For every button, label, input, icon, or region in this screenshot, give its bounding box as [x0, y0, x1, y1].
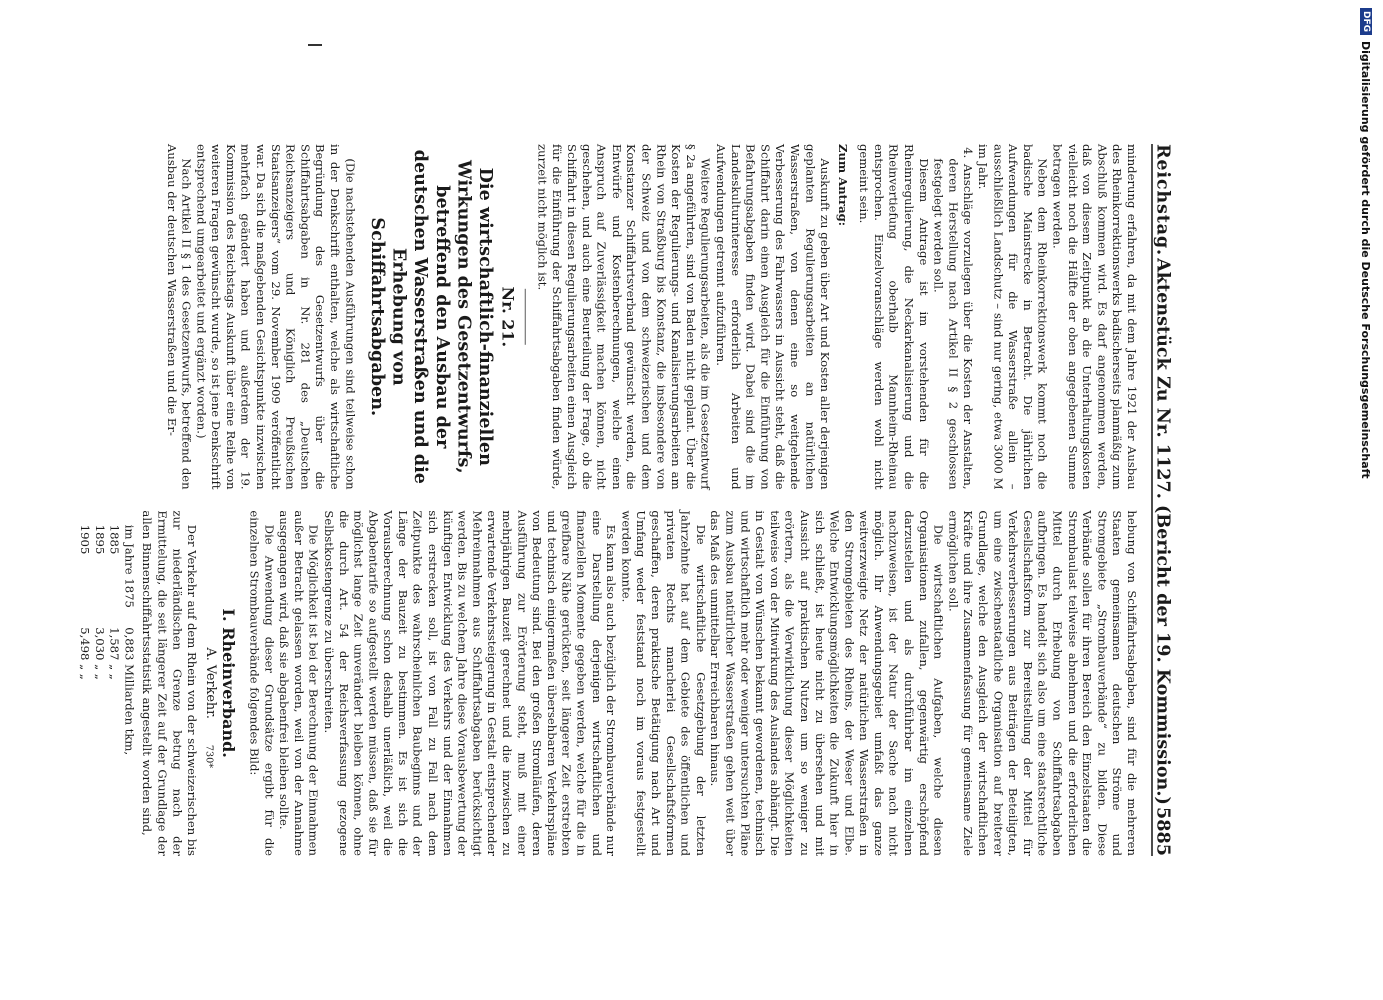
paragraph: Auskunft zu geben über Art und Kosten aller derjenigen geplanten Regulierungsarbeiten an natürlichen Wasserstraßen, von denen eine so weitgehende Verbesserung des Fahrwassers in Aussicht steht, daß die Schiffahrt darin einen Ausgleich für die Einführung von Befahrungsabgaben finden wird. Dabei sind die im Landeskulturinteresse erforderlich Arbeiten und Aufwendungen getrennt aufzuführen.	[713, 144, 830, 490]
paragraph: (Die nachstehenden Ausführungen sind teilweise schon in der Denkschrift enthalten, welche als wirtschaftliche Begründung des Gesetzentwurfs über die Schiffahrtsabgaben in Nr. 281 des „Deutschen Reichsanzeigers und Königlich Preußischen Staatsanzeigers“ vom 29. November 1909 veröffentlicht war. Da sich die maßgebenden Gesichtspunkte inzwischen mehrfach geändert haben und außerdem der 19. Kommission des Reichstags Auskunft über eine Reihe von weiteren Fragen gewünscht wurde, so ist jene Denkschrift entsprechend umgearbeitet und ergänzt worden.)	[193, 144, 356, 490]
table-cell-year: im Jahre 1875	[121, 524, 135, 608]
table-row	[91, 525, 106, 856]
paragraph: Der Verkehr auf dem Rhein von der schweizerischen bis zur niederländischen Grenze betrug nach der Ermittelung, die seit längerer Zeit auf der Grundlage der allen Binnenschiffahrtsstatistik angestellt worden sind,	[139, 510, 198, 856]
dfg-note	[1355, 8, 1377, 988]
page-number: 5885	[1152, 807, 1174, 856]
paragraph: Weitere Regulierungsarbeiten, als die im Gesetzentwurf § 2a angeführten, sind von Baden nicht geplant. Über die Kosten der Regulierungs- und Kanalisierungsarbeiten am Rhein von Straßburg bis Konstanz, die insbesondere von der Schweiz und von dem schweizerischen und dem Konstanzer Schiffahrtsverband gewünscht werden, die Entwürfe und Kostenberechnungen, welche einen Anspruch auf Zuverlässigkeit machen können, nicht geschehen, und auch eine Beurteilung der Frage, ob die Schiffahrt in diesen Regulierungsarbeiten einen Ausgleich für die Einführung der Schiffahrtsabgaben finden würde, zurzeit nicht möglich ist.	[534, 144, 711, 490]
traffic-table	[76, 525, 136, 856]
paragraph: Die wirtschaftlichen Aufgaben, welche diesen Organisationen zufallen, gegenwärtig erschöpfend darzustellen und als durchführbar im einzelnen nachzuweisen, ist der Natur der Sache nach nicht möglich. Ihr Anwendungsgebiet umfaßt das ganze weitverzweigte Netz der natürlichen Wasserstraßen in den Stromgebieten des Rheins, der Weser und Elbe. Welche Entwicklungsmöglichkeiten die Zukunft hier in sich schließt, ist heute nicht zu übersehen und mit Aussicht auf praktischen Nutzen um so weniger zu erörtern, als die Verwirklichung dieser Möglichkeiten teilweise von der Mitwirkung des Auslandes abhängt. Die in Gestalt von Wünschen bekannt gewordenen, technisch und wirtschaftlich mehr oder weniger untersuchten Pläne zum Ausbau natürlicher Wasserstraßen gehen weit über das Maß des unmittelbar Erreichbaren hinaus.	[707, 510, 944, 856]
signature-mark: 730*	[203, 744, 215, 768]
section-title: Die wirtschaftlich-finanziellen Wirkungen des Gesetzentwurfs, betreffend den Ausbau der deutschen Wasserstraßen und die Erhebung von Schiffahrtsabgaben.	[366, 149, 496, 484]
list-item: 4. Anschläge vorzulegen über die Kosten der Anstalten, deren Herstellung nach Artikel II § 2 geschlossen festgelegt werden soll.	[930, 147, 974, 490]
right-column	[76, 510, 1138, 856]
left-column	[76, 144, 1138, 490]
table-row	[106, 525, 121, 856]
antrag-label: Zum Antrag:	[835, 144, 849, 227]
dfg-sidebar	[1355, 8, 1377, 988]
paragraph: Die Möglichkeit ist bei der Berechnung der Einnahmen außer Betracht gelassen worden, weil von der Annahme ausgegangen wird, daß sie abgabenfrei bleiben sollte.	[276, 510, 319, 856]
dfg-note-text: Digitalisierung gefördert durch die Deutsche Forschungsgemeinschaft	[1359, 41, 1373, 479]
header-center: Aktenstück Zu Nr. 1127. (Bericht der 19. Kommission.)	[1152, 258, 1174, 805]
table-row	[120, 525, 135, 856]
table-cell-year: 1905	[77, 524, 90, 555]
paragraph: Nach Artikel II § 1 des Gesetzentwurfs, betreffend den Ausbau der deutschen Wasserstraßen und die Er-	[163, 144, 192, 490]
table-cell-year: 1895	[91, 524, 105, 555]
dfg-logo-icon: DFG	[1360, 8, 1372, 35]
paragraph: Es kann also auch bezüglich der Strombauverbände nur eine Darstellung derjenigen wirtschaftlichen und finanziellen Momente gegeben werden, welche für die in greifbare Nähe gerückten, seit längerer Zeit erstrebten und technisch einigermaßen übersehbaren Verkehrspläne von Bedeutung sind. Bei den großen Stromläufen, deren Ausführung zur Erörterung steht, muß mit einer mehrjährigen Bauzeit gerechnet und die inzwischen zu erwartende Verkehrssteigerung in Gestalt entsprechender Mehreinnahmen aus Schiffahrtsabgaben berücksichtigt werden. Bis zu welchem Jahre diese Vorausbewertung der künftigen Entwicklung des Verkehrs und der Einnahmen sich erstrecken soll, ist von Fall zu Fall nach dem Zeitpunkte des wahrscheinlichen Baubeginns und der Länge der Bauzeit zu bestimmen. Es ist sich die Vorausberechnung schon deshalb unerläßlich, weil die Abgabentarife so aufgestellt werden müssen, daß sie für möglichst lange Zeit unverändert bleiben können, ohne die durch Art. 54 der Reichsverfassung gezogene Selbstkostengrenze zu überschreiten.	[321, 510, 617, 856]
header-left: Reichstag.	[1152, 144, 1174, 256]
rotated-document-page	[77, 128, 1188, 872]
table-cell-value: 0,883 Milliarden tkm,	[121, 627, 135, 756]
paragraph: minderung erfahren, da mit dem Jahre 1921 der Ausbau des Rheinkorrektionswerks badischerseits planmäßig zum Abschluß kommen wird. Es darf angenommen werden, daß von diesem Zeitpunkt ab die Unterhaltungskosten vielleicht noch die Hälfte der oben angegebenen Summe betragen werden.	[1049, 144, 1138, 490]
table-cell-value: 1,587 „ „	[106, 627, 120, 680]
table-cell-value: 5,498 „ „	[77, 627, 90, 680]
paragraph: Neben dem Rheinkorrektionswerk kommt noch die badische Mainstrecke in Betracht. Die jährlichen Aufwendungen für die Wasserstraße allein – ausschließlich Landschutz – sind nur gering, etwa 3000 M im Jahr.	[975, 144, 1048, 490]
table-cell-value: 3,030 „ „	[91, 627, 105, 680]
paragraph: Die wirtschaftliche Gesetzgebung der letzten Jahrzehnte hat auf dem Gebiete des öffentlichen und privaten Rechts mancherlei Gesellschaftsformen geschaffen, deren praktische Betätigung nach Art und Umfang weder feststand noch im voraus festgestellt werden konnte.	[618, 510, 706, 856]
page-header	[1151, 144, 1188, 856]
table-cell-year: 1885	[106, 524, 120, 555]
table-row	[76, 525, 91, 856]
paragraph: Diesem Antrage ist im vorstehenden für die Rheinregulierung, die Neckarkanalisierung und die Rheinvertiefung oberhalb Mannheim-Rheinau entsprochen. Einzelvoranschläge werden wohl nicht gemeint sein.	[856, 144, 929, 490]
paragraph: Die Anwendung dieser Grundsätze ergibt für die einzelnen Strombauverbände folgendes Bild:	[246, 510, 275, 856]
stray-mark	[308, 44, 322, 46]
verkehr-subheading: A. Verkehr.	[203, 647, 219, 719]
divider	[525, 289, 526, 345]
rheinverband-heading: I. Rheinverband.	[219, 608, 239, 758]
section-number: Nr. 21.	[498, 286, 518, 348]
paragraph: hebung von Schiffahrtsabgaben, sind für die mehreren Staaten gemeinsamen deutschen Ströme und Stromgebiete „Strombauverbände“ zu bilden. Diese Verbände sollen für ihren Bereich den Einzelstaaten die Strombaulast teilweise abnehmen und die erforderlichen Mittel durch Erhebung von Schiffahrtsabgaben aufbringen. Es handelt sich also um eine staatsrechtliche Gesellschaftsform zur Bereitstellung der Mittel für Verkehrsverbesserungen aus Beiträgen der Beteiligten, um eine zwischenstaatliche Organisation auf breiterer Grundlage, welche den Ausgleich der wirtschaftlichen Kräfte und ihre Zusammenfassung für gemeinsame Ziele ermöglichen soll.	[945, 510, 1138, 856]
